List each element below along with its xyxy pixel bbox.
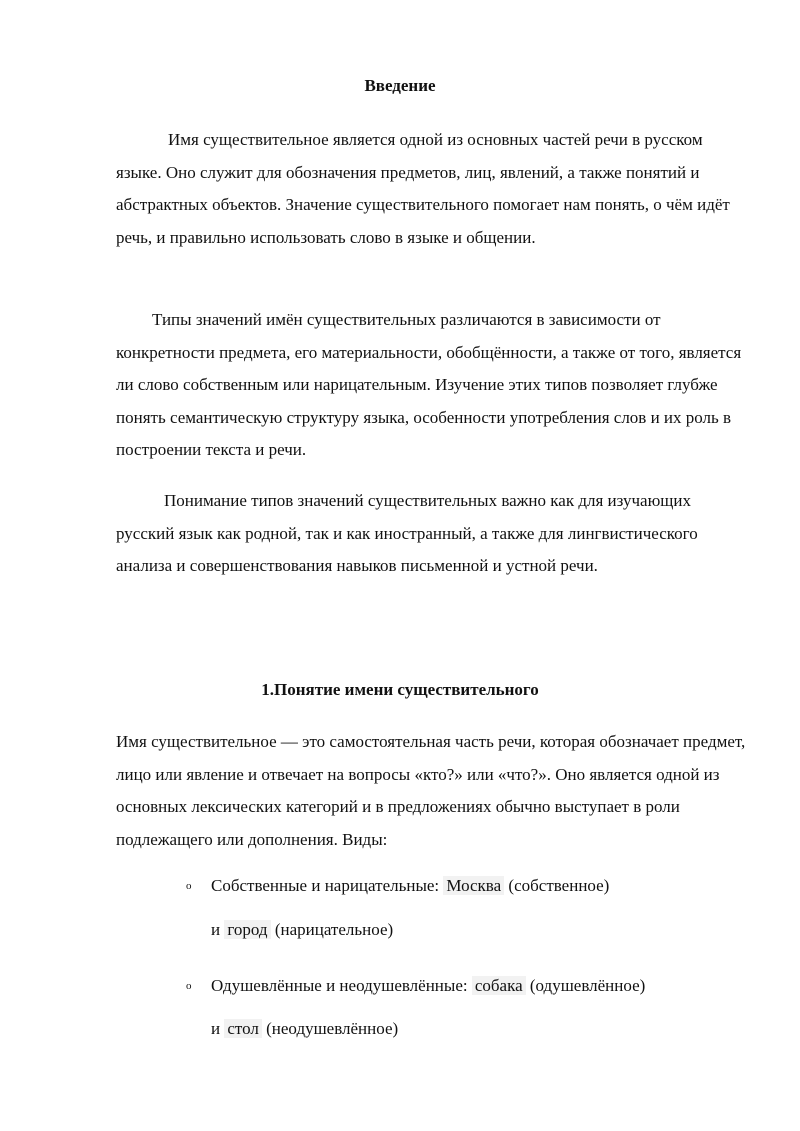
list-item-text — [211, 876, 609, 896]
conjunction: и — [211, 1019, 221, 1038]
bullet-marker: o — [186, 880, 192, 892]
example-note: (нарицательное) — [274, 920, 394, 939]
example-note: (одушевлённое) — [529, 976, 646, 995]
example-word: город — [224, 920, 270, 939]
example-note: (собственное) — [508, 876, 610, 895]
section1-heading: 1.Понятие имени существительного — [261, 680, 539, 699]
bullet-marker: o — [186, 980, 192, 992]
intro-paragraph-2: Типы значений имён существительных различаются в зависимости от конкретности предмета, его материальности, обобщённости, а также от того, является ли слово собственным или нарицательным. Изучение этих типов позволяет глубже понять семантическую структуру языка, особенности употребления слов и их роль в построении текста и речи. — [116, 310, 742, 459]
conjunction: и — [211, 920, 221, 939]
list-item-label: Собственные и нарицательные: — [211, 876, 440, 895]
example-word: собака — [472, 976, 526, 995]
list-item-label: Одушевлённые и неодушевлённые: — [211, 976, 468, 995]
intro-paragraph-3: Понимание типов значений существительных важно как для изучающих русский язык как родной, так и как иностранный, а также для лингвистического анализа и совершенствования навыков письменной и устной речи. — [116, 491, 698, 575]
list-item-text — [211, 976, 645, 996]
list-item-continuation — [211, 1019, 398, 1039]
section1-paragraph: Имя существительное — это самостоятельная часть речи, которая обозначает предмет, лицо или явление и отвечает на вопросы «кто?» или «что?». Оно является одной из основных лексических категорий и в предложениях обычно выступает в роли подлежащего или дополнения. Виды: — [116, 732, 746, 849]
example-word: стол — [224, 1019, 262, 1038]
example-note: (неодушевлённое) — [266, 1019, 399, 1038]
intro-paragraph-1: Имя существительное является одной из основных частей речи в русском языке. Оно служит для обозначения предметов, лиц, явлений, а также понятий и абстрактных объектов. Значение существительного помогает нам понять, о чём идёт речь, и правильно использовать слово в языке и общении. — [116, 130, 730, 247]
example-word: Москва — [443, 876, 504, 895]
list-item-continuation — [211, 920, 393, 940]
intro-heading: Введение — [364, 76, 436, 95]
